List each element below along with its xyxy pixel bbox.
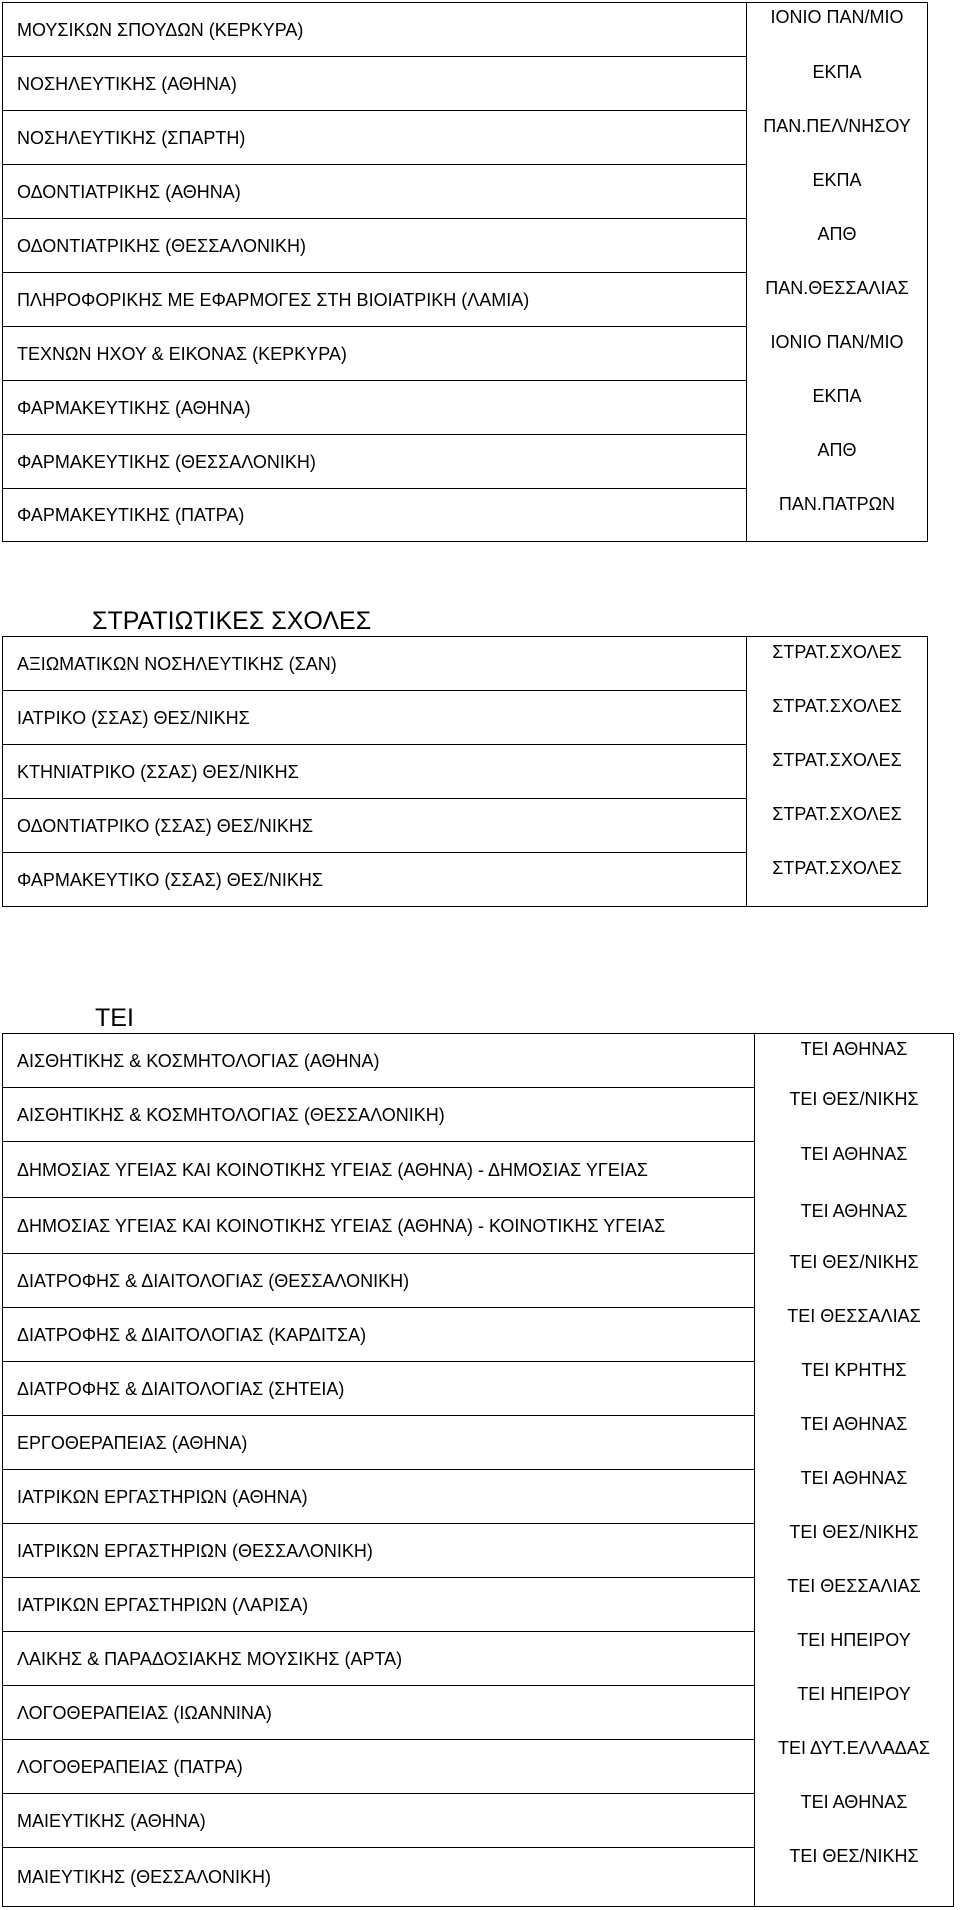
department-cell: ΤΕΧΝΩΝ ΗΧΟΥ & ΕΙΚΟΝΑΣ (ΚΕΡΚΥΡΑ)	[3, 327, 746, 381]
institution-cell: ΤΕΙ ΑΘΗΝΑΣ	[800, 1792, 908, 1812]
tei-institution-column	[755, 1034, 953, 1906]
department-cell: ΑΙΣΘΗΤΙΚΗΣ & ΚΟΣΜΗΤΟΛΟΓΙΑΣ (ΘΕΣΣΑΛΟΝΙΚΗ)	[3, 1088, 754, 1142]
institution-cell: ΣΤΡΑΤ.ΣΧΟΛΕΣ	[772, 804, 902, 824]
institution-cell: ΤΕΙ ΗΠΕΙΡΟΥ	[797, 1630, 911, 1650]
tei-department-column	[3, 1034, 755, 1906]
department-cell: ΦΑΡΜΑΚΕΥΤΙΚΟ (ΣΣΑΣ) ΘΕΣ/ΝΙΚΗΣ	[17, 869, 323, 890]
department-cell: ΜΑΙΕΥΤΙΚΗΣ (ΘΕΣΣΑΛΟΝΙΚΗ)	[17, 1867, 272, 1887]
department-cell: ΔΙΑΤΡΟΦΗΣ & ΔΙΑΙΤΟΛΟΓΙΑΣ (ΚΑΡΔΙΤΣΑ)	[3, 1308, 754, 1362]
department-cell: ΟΔΟΝΤΙΑΤΡΙΚΟ (ΣΣΑΣ) ΘΕΣ/ΝΙΚΗΣ	[3, 799, 746, 853]
institution-cell: ΤΕΙ ΑΘΗΝΑΣ	[800, 1144, 908, 1164]
institution-cell: ΙΟΝΙΟ ΠΑΝ/ΜΙΟ	[770, 332, 904, 352]
department-cell: ΟΔΟΝΤΙΑΤΡΙΚΗΣ (ΘΕΣΣΑΛΟΝΙΚΗ)	[3, 219, 746, 273]
institution-cell: ΑΠΘ	[817, 440, 857, 460]
university-department-column	[3, 3, 747, 541]
institution-cell: ΤΕΙ ΘΕΣΣΑΛΙΑΣ	[787, 1576, 921, 1596]
institution-cell: ΠΑΝ.ΘΕΣΣΑΛΙΑΣ	[765, 278, 909, 298]
institution-cell: ΣΤΡΑΤ.ΣΧΟΛΕΣ	[772, 858, 902, 878]
military-institution-column	[747, 637, 927, 906]
department-cell: ΦΑΡΜΑΚΕΥΤΙΚΗΣ (ΑΘΗΝΑ)	[3, 381, 746, 435]
institution-cell: ΤΕΙ ΘΕΣ/ΝΙΚΗΣ	[789, 1252, 919, 1272]
department-cell: ΑΙΣΘΗΤΙΚΗΣ & ΚΟΣΜΗΤΟΛΟΓΙΑΣ (ΑΘΗΝΑ)	[3, 1034, 754, 1088]
department-cell: ΝΟΣΗΛΕΥΤΙΚΗΣ (ΣΠΑΡΤΗ)	[3, 111, 746, 165]
institution-cell: ΣΤΡΑΤ.ΣΧΟΛΕΣ	[772, 696, 902, 716]
institution-cell: ΤΕΙ ΑΘΗΝΑΣ	[800, 1414, 908, 1434]
institution-cell: ΤΕΙ ΘΕΣ/ΝΙΚΗΣ	[789, 1846, 919, 1866]
department-cell: ΙΑΤΡΙΚΩΝ ΕΡΓΑΣΤΗΡΙΩΝ (ΑΘΗΝΑ)	[3, 1470, 754, 1524]
institution-cell: ΙΟΝΙΟ ΠΑΝ/ΜΙΟ	[770, 7, 904, 27]
institution-cell: ΕΚΠΑ	[812, 170, 862, 190]
department-cell: ΛΑΙΚΗΣ & ΠΑΡΑΔΟΣΙΑΚΗΣ ΜΟΥΣΙΚΗΣ (ΑΡΤΑ)	[3, 1632, 754, 1686]
department-cell: ΟΔΟΝΤΙΑΤΡΙΚΗΣ (ΑΘΗΝΑ)	[3, 165, 746, 219]
university-table	[2, 2, 928, 542]
department-cell: ΠΛΗΡΟΦΟΡΙΚΗΣ ΜΕ ΕΦΑΡΜΟΓΕΣ ΣΤΗ ΒΙΟΙΑΤΡΙΚΗ (ΛΑΜΙΑ)	[3, 273, 746, 327]
institution-cell: ΣΤΡΑΤ.ΣΧΟΛΕΣ	[772, 750, 902, 770]
department-cell: ΔΙΑΤΡΟΦΗΣ & ΔΙΑΙΤΟΛΟΓΙΑΣ (ΘΕΣΣΑΛΟΝΙΚΗ)	[3, 1254, 754, 1308]
institution-cell: ΤΕΙ ΗΠΕΙΡΟΥ	[797, 1684, 911, 1704]
institution-cell: ΕΚΠΑ	[812, 386, 862, 406]
institution-cell: ΤΕΙ ΘΕΣ/ΝΙΚΗΣ	[789, 1522, 919, 1542]
department-cell: ΔΙΑΤΡΟΦΗΣ & ΔΙΑΙΤΟΛΟΓΙΑΣ (ΣΗΤΕΙΑ)	[3, 1362, 754, 1416]
department-cell: ΔΗΜΟΣΙΑΣ ΥΓΕΙΑΣ ΚΑΙ ΚΟΙΝΟΤΙΚΗΣ ΥΓΕΙΑΣ (ΑΘΗΝΑ) - ΚΟΙΝΟΤΙΚΗΣ ΥΓΕΙΑΣ	[3, 1198, 754, 1254]
military-schools-heading: ΣΤΡΑΤΙΩΤΙΚΕΣ ΣΧΟΛΕΣ	[92, 607, 372, 635]
department-cell: ΕΡΓΟΘΕΡΑΠΕΙΑΣ (ΑΘΗΝΑ)	[3, 1416, 754, 1470]
department-cell: ΚΤΗΝΙΑΤΡΙΚΟ (ΣΣΑΣ) ΘΕΣ/ΝΙΚΗΣ	[3, 745, 746, 799]
institution-cell: ΤΕΙ ΘΕΣ/ΝΙΚΗΣ	[789, 1089, 919, 1109]
department-cell: ΦΑΡΜΑΚΕΥΤΙΚΗΣ (ΘΕΣΣΑΛΟΝΙΚΗ)	[3, 435, 746, 489]
department-cell: ΙΑΤΡΙΚΩΝ ΕΡΓΑΣΤΗΡΙΩΝ (ΘΕΣΣΑΛΟΝΙΚΗ)	[3, 1524, 754, 1578]
department-cell: ΙΑΤΡΙΚΟ (ΣΣΑΣ) ΘΕΣ/ΝΙΚΗΣ	[3, 691, 746, 745]
institution-cell: ΤΕΙ ΑΘΗΝΑΣ	[800, 1201, 908, 1221]
department-cell: ΑΞΙΩΜΑΤΙΚΩΝ ΝΟΣΗΛΕΥΤΙΚΗΣ (ΣΑΝ)	[3, 637, 746, 691]
department-cell: ΜΑΙΕΥΤΙΚΗΣ (ΑΘΗΝΑ)	[3, 1794, 754, 1848]
department-cell: ΝΟΣΗΛΕΥΤΙΚΗΣ (ΑΘΗΝΑ)	[3, 57, 746, 111]
department-cell: ΦΑΡΜΑΚΕΥΤΙΚΗΣ (ΠΑΤΡΑ)	[17, 505, 245, 525]
tei-heading: ΤΕΙ	[95, 1004, 134, 1032]
tei-table	[2, 1033, 954, 1907]
institution-cell: ΤΕΙ ΑΘΗΝΑΣ	[800, 1039, 908, 1059]
department-cell: ΔΗΜΟΣΙΑΣ ΥΓΕΙΑΣ ΚΑΙ ΚΟΙΝΟΤΙΚΗΣ ΥΓΕΙΑΣ (ΑΘΗΝΑ) - ΔΗΜΟΣΙΑΣ ΥΓΕΙΑΣ	[3, 1142, 754, 1198]
military-table	[2, 636, 928, 907]
institution-cell: ΕΚΠΑ	[812, 62, 862, 82]
department-cell: ΛΟΓΟΘΕΡΑΠΕΙΑΣ (ΙΩΑΝΝΙΝΑ)	[3, 1686, 754, 1740]
department-cell: ΜΟΥΣΙΚΩΝ ΣΠΟΥΔΩΝ (ΚΕΡΚΥΡΑ)	[3, 3, 746, 57]
institution-cell: ΣΤΡΑΤ.ΣΧΟΛΕΣ	[772, 642, 902, 662]
institution-cell: ΤΕΙ ΔΥΤ.ΕΛΛΑΔΑΣ	[778, 1738, 930, 1758]
department-cell: ΙΑΤΡΙΚΩΝ ΕΡΓΑΣΤΗΡΙΩΝ (ΛΑΡΙΣΑ)	[3, 1578, 754, 1632]
institution-cell: ΤΕΙ ΚΡΗΤΗΣ	[801, 1360, 907, 1380]
department-cell: ΛΟΓΟΘΕΡΑΠΕΙΑΣ (ΠΑΤΡΑ)	[3, 1740, 754, 1794]
institution-cell: ΠΑΝ.ΠΕΛ/ΝΗΣΟΥ	[763, 116, 911, 136]
institution-cell: ΠΑΝ.ΠΑΤΡΩΝ	[778, 494, 896, 514]
institution-cell: ΑΠΘ	[817, 224, 857, 244]
university-institution-column	[747, 3, 927, 541]
institution-cell: ΤΕΙ ΑΘΗΝΑΣ	[800, 1468, 908, 1488]
institution-cell: ΤΕΙ ΘΕΣΣΑΛΙΑΣ	[787, 1306, 921, 1326]
military-department-column	[3, 637, 747, 906]
